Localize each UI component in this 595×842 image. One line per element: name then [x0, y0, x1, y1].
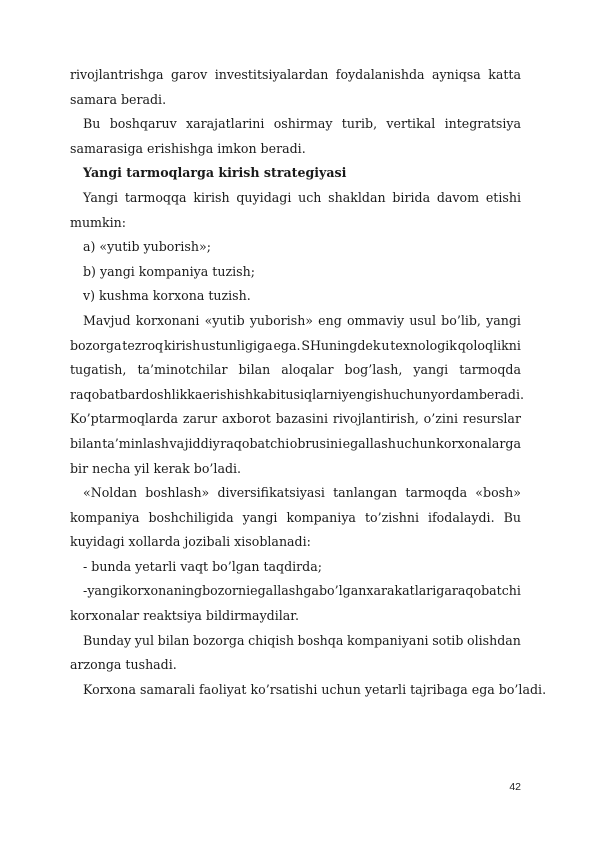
word: - [83, 583, 88, 599]
word: foydalanishda [335, 67, 425, 82]
text-line [70, 186, 521, 211]
text-line [70, 506, 521, 531]
word: ustunligiga [201, 337, 273, 353]
word: bilan [238, 362, 271, 378]
word: garov [170, 67, 208, 82]
word: va [169, 435, 185, 451]
word: ta’minlash [102, 435, 169, 451]
text-line: samarasiga erishishga imkon beradi. [70, 140, 306, 156]
word: kompaniyani [346, 632, 429, 648]
word: bozorga [193, 632, 245, 648]
word: tanlangan [333, 485, 398, 501]
text-line [70, 383, 524, 408]
text-line [70, 432, 521, 457]
word: tarmoqda [459, 362, 521, 378]
word: boshqa [297, 632, 344, 648]
text-line: arzonga tushadi. [70, 657, 177, 673]
word: yuborish» [249, 312, 314, 328]
word: bog’lash, [344, 362, 403, 378]
text-line: samara beradi. [70, 91, 167, 107]
word: yangi [242, 509, 278, 525]
word: yengish [341, 386, 392, 402]
word: tezroq [122, 337, 164, 353]
word: kabi [253, 386, 281, 402]
word: ta’minotchilar [137, 362, 228, 378]
word: vertikal [386, 116, 436, 132]
word: yangi [413, 362, 449, 378]
word: kompaniya [286, 509, 356, 525]
page-number: 42 [509, 781, 521, 793]
word: Ko’ptarmoqlarda [70, 411, 179, 427]
word: oshirmay [273, 116, 333, 132]
word: uch [298, 189, 322, 205]
word: usul [409, 312, 437, 328]
text-line [70, 629, 521, 654]
text-line: a) «yutib yuborish»; [83, 239, 211, 255]
word: turib, [341, 116, 378, 132]
word: eng [318, 312, 342, 328]
word: raqobatchi [220, 435, 290, 451]
word: «yutib [204, 312, 245, 328]
word: resurslar [462, 411, 521, 427]
word: birida [392, 189, 431, 205]
word: uchun [396, 435, 436, 451]
word: ifodalaydi. [427, 509, 495, 525]
word: SHuningdek [301, 337, 381, 353]
word: yangi [486, 312, 521, 328]
word: egallash [342, 435, 396, 451]
text-line [70, 334, 521, 359]
word: zarur [182, 411, 218, 427]
word: erishish [202, 386, 254, 402]
word: shakldan [328, 189, 386, 205]
section-heading: Yangi tarmoqlarga kirish strategiyasi [83, 165, 347, 181]
word: korxonalarga [436, 435, 521, 451]
body-text [70, 63, 547, 702]
word: davom [436, 189, 480, 205]
text-line [70, 407, 521, 432]
word: sotib [432, 632, 464, 648]
text-line [70, 481, 521, 506]
word: kirish [163, 337, 201, 353]
word: «bosh» [475, 485, 521, 501]
word: chiqish [248, 632, 294, 648]
word: Bu [503, 509, 521, 525]
word: tarmoqqa [124, 189, 187, 205]
word: xarajatlarini [186, 116, 265, 132]
word: «Noldan [83, 485, 138, 501]
word: raqobatchi [451, 583, 521, 599]
word: Yangi [83, 189, 119, 205]
word: obrusini [289, 435, 343, 451]
word: bo’lgan [318, 583, 367, 599]
word: aloqalar [281, 362, 334, 378]
word: texnologik [390, 337, 457, 353]
word: boshqaruv [109, 116, 177, 132]
word: uchun [391, 386, 431, 402]
word: jiddiy [184, 435, 220, 451]
text-line: - bunda yetarli vaqt bo’lgan taqdirda; [83, 558, 322, 574]
word: xarakatlariga [366, 583, 452, 599]
word: Bunday [83, 632, 132, 648]
word: tusiqlarni [280, 386, 342, 402]
word: bozorni [202, 583, 251, 599]
word: bo’lib, [441, 312, 481, 328]
text-line: korxonalar reaktsiya bildirmaydilar. [70, 608, 299, 624]
word: ommaviy [346, 312, 405, 328]
word: bazasini [275, 411, 329, 427]
word: olishdan [467, 632, 521, 648]
text-line [70, 309, 521, 334]
text-line: mumkin: [70, 214, 127, 230]
word: o’zini [423, 411, 459, 427]
word: quyidagi [236, 189, 292, 205]
word: tarmoqda [405, 485, 468, 501]
word: yordam [430, 386, 479, 402]
word: raqobatbardoshlikka [70, 386, 203, 402]
word: qoloqlikni [457, 337, 521, 353]
word: boshchiligida [148, 509, 234, 525]
word: bozorga [70, 337, 122, 353]
text-line [70, 63, 521, 88]
word: bilan [157, 632, 190, 648]
word: axborot [221, 411, 271, 427]
text-line: kuyidagi xollarda jozibali xisoblanadi: [70, 534, 311, 550]
word: yul [134, 632, 155, 648]
word: kompaniya [70, 509, 140, 525]
text-line [70, 358, 521, 383]
word: Mavjud [83, 312, 131, 328]
text-line: bir necha yil kerak bo’ladi. [70, 460, 242, 476]
text-line: b) yangi kompaniya tuzish; [83, 263, 255, 279]
word: bilan [70, 435, 102, 451]
word: yangi [87, 583, 123, 599]
word: kirish [193, 189, 230, 205]
word: ega. [273, 337, 301, 353]
word: to’zishni [364, 509, 419, 525]
word: korxonani [135, 312, 200, 328]
word: u [381, 337, 390, 353]
text-line: v) kushma korxona tuzish. [83, 288, 251, 304]
word: diversifikatsiyasi [217, 485, 325, 501]
text-line [70, 112, 521, 137]
word: etishi [485, 189, 521, 205]
word: integratsiya [444, 116, 521, 132]
word: beradi. [478, 386, 524, 402]
text-line: Korxona samarali faoliyat ko’rsatishi uchun yetarli tajribaga ega bo’ladi. [83, 681, 547, 697]
word: ayniqsa [431, 67, 481, 82]
text-line [70, 579, 521, 604]
word: tugatish, [70, 362, 127, 378]
word: investitsiyalardan [214, 67, 329, 82]
word: rivojlantirish, [332, 411, 419, 427]
word: egallashga [250, 583, 319, 599]
word: korxonaning [122, 583, 203, 599]
word: rivojlantrishga [70, 67, 164, 82]
word: katta [488, 67, 521, 82]
word: Bu [83, 116, 101, 132]
word: boshlash» [145, 485, 210, 501]
